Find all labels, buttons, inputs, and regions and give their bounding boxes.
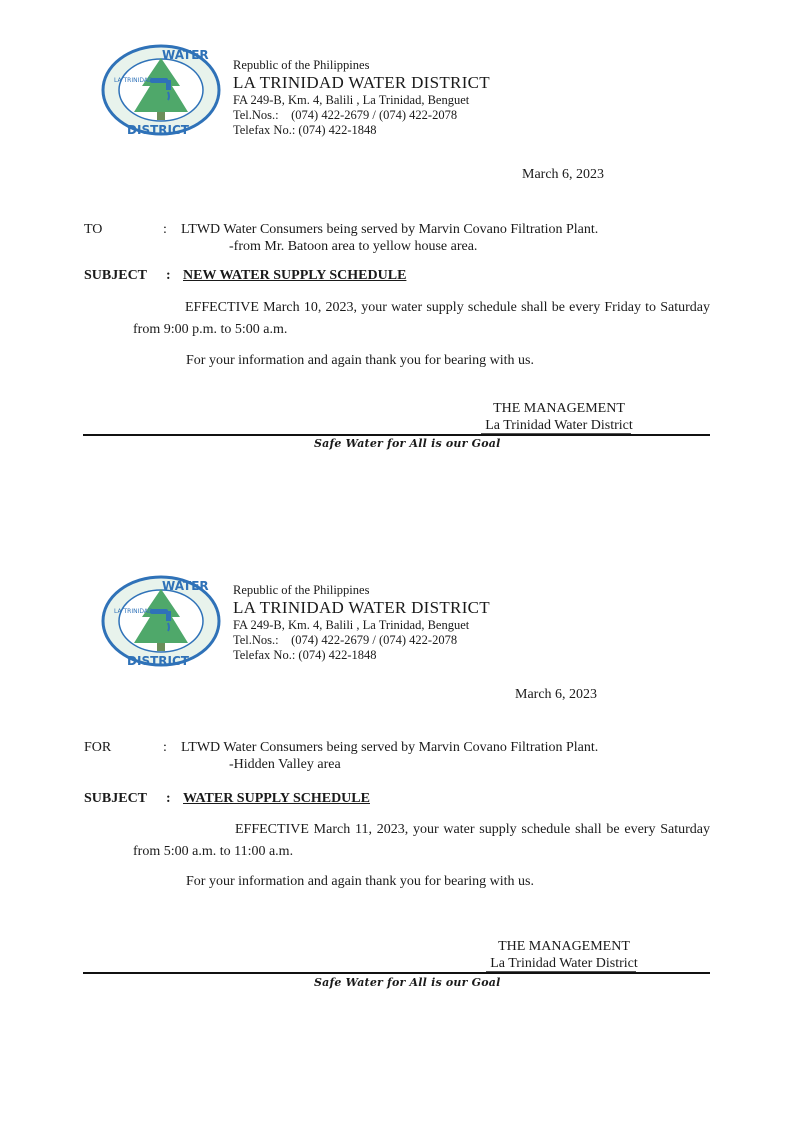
subject-line [84, 791, 584, 809]
country-line: Republic of the Philippines [233, 583, 370, 597]
signatory: THE MANAGEMENT [498, 939, 630, 954]
telephone-line: Tel.Nos.: (074) 422-2679 / (074) 422-2078 [233, 633, 458, 647]
addressee-colon: : [163, 222, 167, 237]
addressee-line-1: LTWD Water Consumers being served by Marvin Covano Filtration Plant. [181, 740, 599, 755]
country-line: Republic of the Philippines [233, 58, 370, 72]
signatory: THE MANAGEMENT [493, 401, 625, 416]
addressee-label: FOR [84, 740, 112, 755]
notice-body-text: EFFECTIVE March 10, 2023, your water supply schedule shall be every Friday to Saturday from 9:00 p.m. to 5:00 a.m. [133, 300, 710, 337]
organization-name: LA TRINIDAD WATER DISTRICT [233, 598, 490, 617]
subject-value: NEW WATER SUPPLY SCHEDULE [183, 268, 407, 283]
notice-body [133, 819, 710, 863]
addressee-label: TO [84, 222, 103, 237]
signature-block [479, 938, 649, 972]
notice-body-text: EFFECTIVE March 11, 2023, your water supply schedule shall be every Saturday from 5:00 a.m. to 11:00 a.m. [133, 822, 710, 859]
subject-label: SUBJECT [84, 791, 148, 806]
addressee-line-2: -from Mr. Batoon area to yellow house area. [229, 239, 478, 254]
svg-text:WATER: WATER [162, 579, 209, 593]
footer-rule [83, 972, 710, 974]
address-line: FA 249-B, Km. 4, Balili , La Trinidad, Benguet [233, 618, 470, 632]
water-district-logo [100, 42, 222, 138]
notice-body [133, 297, 710, 341]
signatory-org: La Trinidad Water District [485, 418, 633, 433]
addressee-colon: : [163, 740, 167, 755]
letter-date: March 6, 2023 [515, 687, 598, 702]
info-line: For your information and again thank you for bearing with us. [186, 353, 534, 368]
addressee-block [84, 740, 724, 780]
footer-motto: Safe Water for All is our Goal [314, 437, 501, 450]
svg-text:WATER: WATER [162, 48, 209, 62]
notice-1 [0, 0, 793, 520]
letterhead [233, 583, 490, 663]
addressee-line-1: LTWD Water Consumers being served by Marvin Covano Filtration Plant. [181, 222, 599, 237]
addressee-line-2: -Hidden Valley area [229, 757, 341, 772]
address-line: FA 249-B, Km. 4, Balili , La Trinidad, Benguet [233, 93, 470, 107]
svg-text:DISTRICT: DISTRICT [127, 123, 189, 137]
organization-name: LA TRINIDAD WATER DISTRICT [233, 73, 490, 92]
subject-colon: : [166, 791, 171, 806]
telefax-line: Telefax No.: (074) 422-1848 [233, 648, 377, 662]
water-district-logo [100, 573, 222, 669]
signatory-org: La Trinidad Water District [490, 956, 638, 971]
letterhead [233, 58, 490, 138]
addressee-block [84, 222, 724, 262]
telefax-line: Telefax No.: (074) 422-1848 [233, 123, 377, 137]
notice-2 [0, 535, 793, 1055]
svg-text:DISTRICT: DISTRICT [127, 654, 189, 668]
subject-value: WATER SUPPLY SCHEDULE [183, 791, 370, 806]
svg-text:LA TRINIDAD: LA TRINIDAD [114, 77, 153, 84]
svg-text:LA TRINIDAD: LA TRINIDAD [114, 608, 153, 615]
letter-date: March 6, 2023 [522, 167, 605, 182]
telephone-line: Tel.Nos.: (074) 422-2679 / (074) 422-2078 [233, 108, 458, 122]
footer-motto: Safe Water for All is our Goal [314, 976, 501, 989]
subject-label: SUBJECT [84, 268, 148, 283]
signature-block [474, 400, 644, 434]
footer-rule [83, 434, 710, 436]
subject-line [84, 268, 584, 286]
info-line: For your information and again thank you for bearing with us. [186, 874, 534, 889]
subject-colon: : [166, 268, 171, 283]
